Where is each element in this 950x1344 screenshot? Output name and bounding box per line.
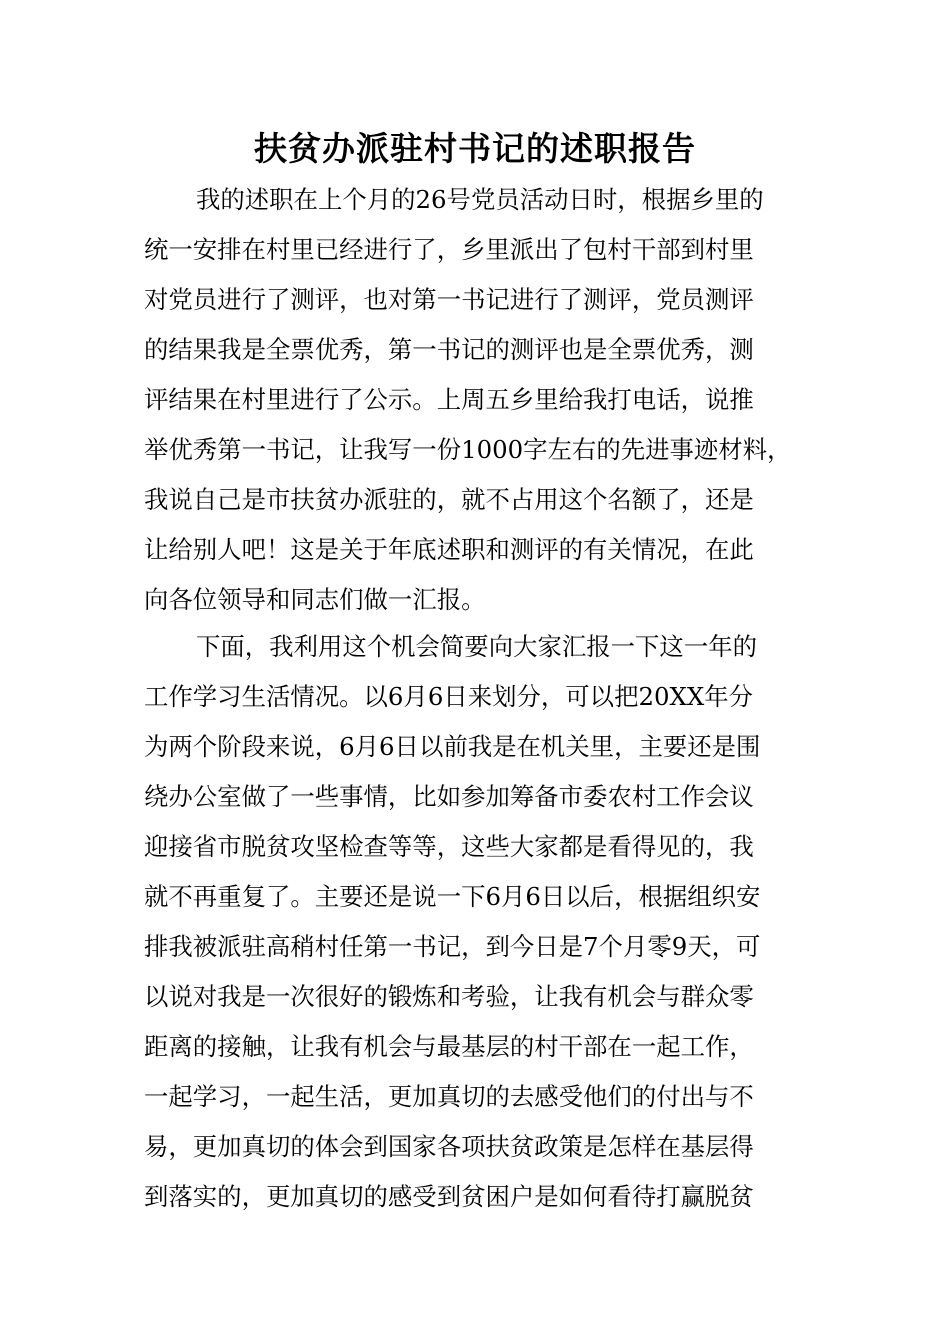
paragraph-line: 统一安排在村里已经进行了，乡里派出了包村干部到村里	[144, 235, 754, 264]
paragraph-line: 向各位领导和同志们做一汇报。	[144, 585, 486, 614]
paragraph-line: 对党员进行了测评，也对第一书记进行了测评，党员测评	[144, 285, 754, 314]
paragraph-line: 工作学习生活情况。以6月6日来划分，可以把20XX年分	[144, 682, 754, 711]
document-title: 扶贫办派驻村书记的述职报告	[254, 129, 696, 168]
paragraph-line: 排我被派驻高稍村任第一书记，到今日是7个月零9天，可	[144, 932, 761, 961]
paragraph-line: 为两个阶段来说，6月6日以前我是在机关里，主要还是围	[144, 732, 761, 761]
paragraph-line: 迎接省市脱贫攻坚检查等等，这些大家都是看得见的，我	[144, 832, 754, 861]
paragraph-line: 让给别人吧！这是关于年底述职和测评的有关情况，在此	[144, 535, 754, 564]
paragraph-line: 一起学习，一起生活，更加真切的去感受他们的付出与不	[144, 1082, 754, 1111]
paragraph-line: 的结果我是全票优秀，第一书记的测评也是全票优秀，测	[144, 335, 754, 364]
paragraph-line: 绕办公室做了一些事情，比如参加筹备市委农村工作会议	[144, 782, 754, 811]
paragraph-line: 评结果在村里进行了公示。上周五乡里给我打电话，说推	[144, 385, 754, 414]
paragraph-line: 到落实的，更加真切的感受到贫困户是如何看待打赢脱贫	[144, 1182, 754, 1211]
paragraph-line: 就不再重复了。主要还是说一下6月6日以后，根据组织安	[144, 882, 761, 911]
paragraph-line: 我的述职在上个月的26号党员活动日时，根据乡里的	[196, 185, 764, 214]
paragraph-line: 我说自己是市扶贫办派驻的，就不占用这个名额了，还是	[144, 485, 754, 514]
paragraph-line: 下面，我利用这个机会简要向大家汇报一下这一年的	[196, 632, 757, 661]
paragraph-line: 距离的接触，让我有机会与最基层的村干部在一起工作，	[144, 1032, 754, 1061]
paragraph-line: 以说对我是一次很好的锻炼和考验，让我有机会与群众零	[144, 982, 754, 1011]
paragraph-line: 易，更加真切的体会到国家各项扶贫政策是怎样在基层得	[144, 1132, 754, 1161]
paragraph-line: 举优秀第一书记，让我写一份1000字左右的先进事迹材料，	[144, 435, 792, 464]
